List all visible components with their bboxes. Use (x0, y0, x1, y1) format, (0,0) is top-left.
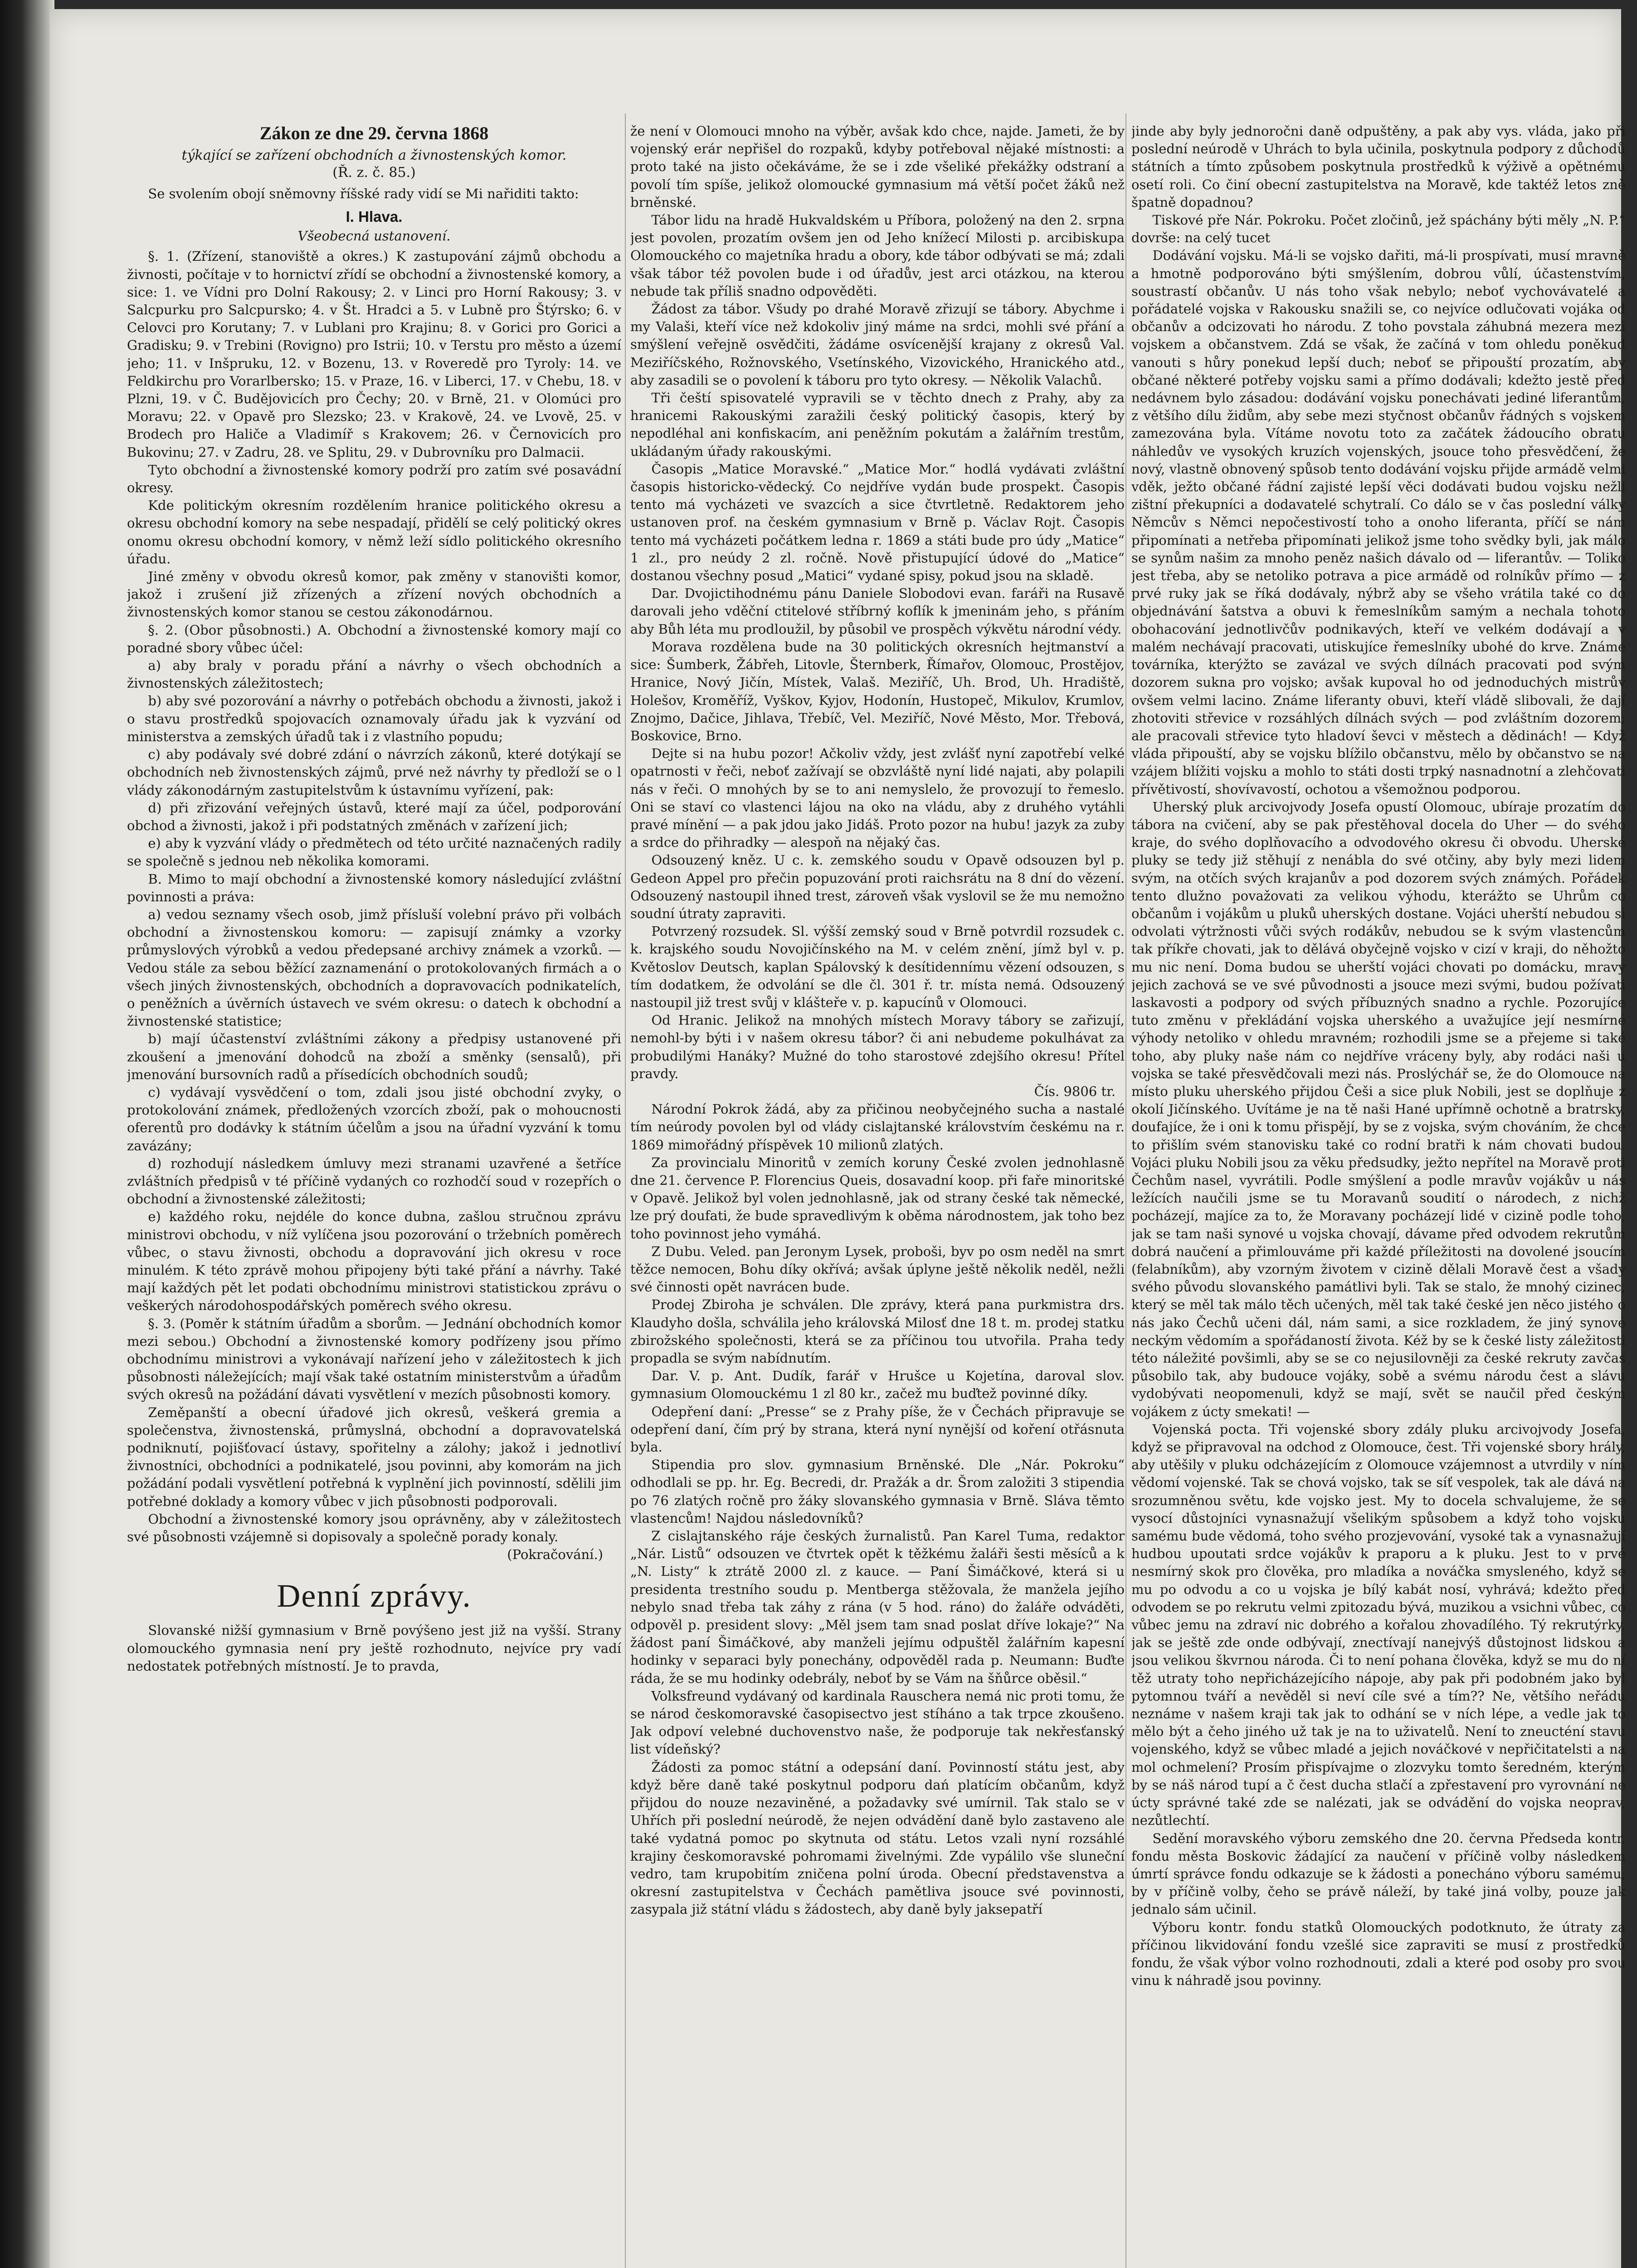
law-paragraph: a) vedou seznamy všech osob, jimž přísluší volební právo při volbách obchodní a živnostenskou komoru: — zapisují známky a vzorky průmyslových výrobků a vedou předepsané archivy známek a vzorků. — Vedou stále za sebou běžící zaznamenání o protokolovaných firmách a o všech jiných živnostenských, obchodních a dopravovacích podnikatelích, o peněžních a úvěrních ústavech ve svém okresu: o datech k obchodní a živnostenské statistice; (127, 906, 621, 1029)
news-item: Z cislajtanského ráje českých žurnalistů. Pan Karel Tuma, redaktor „Nár. Listů“ odsouzen ve čtvrtek opět k těžkému žaláři šesti měsíců a k „N. Listy“ k ztrátě 2000 zl. z kauce. — Paní Šimáčkové, která si u presidenta trestního soudu p. Mentberga stěžovala, že manžela jejího nebylo snad třeba tak záhy z rána (v 5 hod. ráno) do žaláře odváděti, odpověl p. president slovy: „Měl jsem tam snad poslat dříve lokaje?“ Na žádost paní Šimáčkové, aby manželi jejímu odpuštěl žalářním kapesní hodinky v separaci byly ponechány, odpověděl rada p. Neumann: Buďte ráda, že se mu hodinky odebrály, neboť by se Vám na šňůrce oběsil.“ (630, 1528, 1125, 1686)
news-item: Dar. Dvojictihodnému pánu Daniele Slobodovi evan. faráři na Rusavě darovali jeho vděční ctitelové stříbrný koflík k jmeninám jeho, s přáním aby Bůh léta mu prodloužil, by působil ve prospěch výkvětu národní védy. (630, 586, 1125, 637)
law-head: I. Hlava. (346, 208, 403, 225)
law-paragraph: Zeměpanští a obecní úřadové jich okresů, veškerá gremia a společenstva, živnostenská, průmyslná, obchodní a dopravovatelská podniknutí, pojišťovací ústavy, spořitelny a zálohy; jakož i jednotliví živnostníci, obchodníci a podnikatelé, jsou povinni, aby komorám na jich požádání podali vysvětlení potřebná k vyplnění jich povinností, sdělili jim potřebné doklady a komory vůbec v jich působnosti podporovali. (127, 1404, 621, 1509)
news-item: Tři čeští spisovatelé vypravili se v těchto dnech z Prahy, aby za hranicemi Rakouskými zaražili český politický časopis, který by nepodléhal ani konfiskacím, ani peněžním pokutám a žalářním trestům, ukládaným úřady rakouskými. (630, 390, 1125, 459)
law-paragraph: §. 3. (Poměr k státním úřadům a sborům. — Jednání obchodních komor mezi sebou.) Obchodní a živnostenské komory podřízeny jsou přímo obchodnímu ministrovi a vykonávají nařízení jeho v záležitostech k jich působnosti náležejících; mají však také ostatním ministerstvům a úřadům svých okresů na požádání dávati vysvětlení v mezích působnosti komory. (127, 1315, 621, 1403)
section-title-daily-news: Denní zprávy. (277, 1578, 472, 1614)
news-item: Dejte si na hubu pozor! Ačkoliv vždy, jest zvlášť nyní zapotřebí velké opatrnosti v řeči, neboť zažívají se obzvláště nyní lidé najati, aby polapili nás v řeči. O mnohých by se to ani nemyslelo, že provozují to řemeslo. Oni se staví co vlastenci lájou na oko na vládu, aby z druhého vytáhli pravé mínění — a pak jdou jako Jidáš. Proto pozor na hubu! jazyk za zuby a srdce do přihradky — alespoň na nějaký čas. (630, 746, 1125, 850)
news-item: Slovanské nižší gymnasium v Brně povýšeno jest již na vyšší. Strany olomouckého gymnasia není pry ještě rozhodnuto, nejvíce pry vadí nedostatek potřebných místností. Je to pravda, (127, 1623, 621, 1674)
law-paragraph: b) mají účastenství zvláštními zákony a předpisy ustanovené při zkoušení a jmenování dohodců na zboží a směnky (sensalů), při jmenování bursovních radů a přísedících obchodních soudů; (127, 1031, 621, 1082)
reference-number: Čís. 9806 tr. (1034, 1083, 1116, 1099)
law-paragraph: e) každého roku, nejdéle do konce dubna, zašlou stručnou zprávu ministrovi obchodu, v níž vylíčena jsou pozorování o tržebních poměrech vůbec, o stavu živnosti, obchodu a dopravování jich okresu v roce minulém. K této zprávě mohou připojeny býti také přání a návrhy. Také mají každých pět let podati obchodnímu ministrovi statistickou zprávu o veškerých národohospodářských poměrech svého okresu. (127, 1209, 621, 1314)
law-paragraph: Kde politickým okresním rozdělením hranice politického okresu a okresu obchodní komory na sebe nespadají, přidělí se celý politický okres onomu okresu obchodní komory, v němž leží sídlo politického okresního úřadu. (127, 498, 621, 567)
law-paragraph: d) rozhodují následkem úmluvy mezi stranami uzavřené a šetříce zvláštních předpisů v té příčině vydaných co rozhodčí soud v rozepřích o obchodní a živnostenské záležitosti; (127, 1155, 621, 1207)
news-item: Dar. V. p. Ant. Dudík, farář v Hrušce u Kojetína, daroval slov. gymnasium Olomouckému 1 zl 80 kr., začež mu buďtež povinné díky. (630, 1368, 1125, 1402)
news-item: Uherský pluk arcivojvody Josefa opustí Olomouc, ubíraje prozatím do tábora na cvičení, aby se pak přestěhoval docela do Uher — do svého kraje, do svého doplňovacího a odvodového okresu či obvodu. Uherské pluky se tedy již stěhují z nenábla do své otčiny, aby byly mezi lidem svým, na otčích svých krajanův a pod dozorem svých známých. Pořádek tento dlužno považovati za velikou výhodu, kterážto se Uhrům co občanům i vojákům u pluků uherských dostane. Vojáci uherští nebudou si odvolati výtržnosti vůči svých rodákův, nebudou se k svým vlastencům tak příkře chovati, jak to dělává obyčejně vojsko v cizí v kraji, do něhožto mu nic není. Doma budou se uherští vojáci chovati po domácku, mravy jejich zachová se ve své původnosti a jsouce mezi svými, budou požívati laskavosti a podpory od svých příbuzných snadno a rychle. Pozorujíce tuto změnu v překládání vojska uherského a uvažujíce její nesmírné výhody netoliko v ohledu mravném; rozhodili jsme se a přejeme si také toho, aby pluky naše nám co nejdříve vráceny byly, aby rodáci naši u vojska se také přesvědčovali mezi nás. Proslýchář se, že do Olomouce na místo pluku uherského přijdou Češi a sice pluk Nobili, jest se doplňuje z okolí Jičínského. Uvítáme je na tě naši Hané upřímně ochotně a bratrsky, doufajíce, že i oni k tomu přispějí, by se z vojska, svým chováním, že chce to přišlím svém stanovisku také co rodní bratři k nám chovati budou. Vojáci pluku Nobili jsou za věku předsudky, ježto nepřítel na Moravě proti Čechům nasel, vyvrátili. Podle smýšlení a podle mravův vojákův u nás ležících naučili jsme se tu Moravanů soudití o národech, z nichž pocházejí, majíce za to, že Moravany pocházejí lidé v cizině podle toho, jak se tam naši synové u vojska chovají, dávame před odvodem rekrutům dobrá naučení a přimlouváme při každé příležitosti na dovolené jsoucím (felabníkům), aby vzorným životem v cizině dělali Moravě čest a všady svého původu slovanského památlivi byli. Tak se stalo, že mnohý cizinec, který se měl tak málo těch učených, měl tak také české jen něco jistého o nás jako Čechů učeni dál, nám sami, a sice rozkladem, že jiný synové neckým vědomím a spořádaností života. Kéž by se k české listy záležitosti této náležité povšimli, aby se se co nejusilovněji za české rekruty zavčas působilo tak, aby budouce vojáky, sobě a svému národu čest a slávu vydobývati neopomenuli, když se mají, svět se naučil před českým vojákem z úcty smekati! — (1131, 799, 1626, 1419)
news-item: Žádost za tábor. Všudy po drahé Moravě zřizují se tábory. Abychme i my Valaši, kteří více než kdokoliv jiný máme na srdci, mohli své přání a smýšlení veřejně osvědčiti, žádáme osvícenější krajany z okresů Val. Meziříčského, Rožnovského, Vsetínského, Vizovického, Hranického atd., aby zasadili se o povolení k táboru pro tyto okresy. — Několik Valachů. (630, 301, 1125, 388)
news-item: Odepření daní: „Presse“ se z Prahy píše, že v Čechách připravuje se odepření daní, čím prý by strana, která nyní nynější od koření otřásnuta byla. (630, 1403, 1125, 1455)
law-paragraph: §. 2. (Obor působnosti.) A. Obchodní a živnostenské komory mají co poradné sbory vůbec účel: (127, 622, 621, 655)
column-rule (1125, 113, 1126, 2268)
column-right (1131, 122, 1626, 2268)
news-item: Tiskové pře Nár. Pokroku. Počet zločinů, jež spáchány býti měly „N. P.“ dovrše: na celý tucet (1131, 212, 1626, 246)
law-title: Zákon ze dne 29. června 1868 (259, 123, 489, 143)
law-subtitle: týkající se zařízení obchodních a živnostenských komor. (181, 147, 567, 163)
column-middle (630, 122, 1125, 2268)
law-paragraph: c) aby podávaly své dobré zdání o návrzích zákonů, které dotýkají se obchodních neb živnostenských zájmů, prvé než návrhy ty předloží se o l vlády zákonodárným zastupitelstvům k ústavnímu vyřízení, pak: (127, 747, 621, 798)
law-paragraph: d) při zřizování veřejných ústavů, které mají za účel, podporování obchod a živnosti, jakož i při podstatných změnách v zařízení jich; (127, 800, 621, 833)
news-item: Dodávání vojsku. Má-li se vojsko dařiti, má-li prospívati, musí mravně a hmotně podporováno býti smýšlením, dobrou vůlí, účastenstvím, soustrastí občanův. U nás toho však nebylo; neboť vychovávatelé a pořádatelé vojska v Rakousku snažili se, co nejvíce odlučovati vojáka od občanův a odcizovati ho národu. Z toho povstala záhubná mezera mezi vojskem a občanstvem. Zdá se však, že začíná v tom ohledu poněkud vanouti s hůry ponekud lepší duch; neboť se připouští prozatím, aby občané některé potřeby vojsku sami a přímo dodávali; kdežto jestě před nedávnem bylo zásadou: dodávání vojsku ponechávati jediné liferantům, z většího dílu židům, aby sebe mezi styčnost občanův řádných s vojskem zamezována byla. Vítáme novotu toto za začátek žádoucího obratu náhledův ve vysokých kruzích vojenských, jsouce toho přesvědčení, že nový, vlastně obnovený spůsob tento dodávání vojsku přijde armádě velmi vděk, ježto občané řádní zajisté lepší věci dodávati budou vojsku nežli zištní překupníci a dodavatelé schytralí. Co dálo se v čas poslední války Němcův s Němci nepočestivostí toho a onoho liferanta, příčí se nám připomínati a netřeba připomínati jelikož jsme toho svědky byli, jak málo se synům našim za mnoho peněz našich dávalo od — liferantův. — Toliko jest třeba, aby se netoliko potrava a pice armádě od rolníkův přímo — z prvé ruky jak se říká dodávaly, nýbrž aby se všeho vrátila také co do objednávání šatstva a obuvi k řemeslníkům samým a nechala tohoto obohacování jednotlivčův podnikavých, kteří ve velkém dodávají a v malém nechávají pracovati, utiskujíce řemeslníky ubohé do krve. Známe továrníka, kterýžto se zavázal ve svých dílnách pracovati pod svým dozorem sukna pro vojsko; avšak kupoval ho od jednoduchých mistrův ovšem velmi lacino. Známe liferanty obuvi, kteří vládě slibovali, že dají zhotoviti střevice v rozsáhlých dílnách svých — pod zvláštním dozorem; ale pracovali střevice tyto hladoví ševci v městech a dědinách! — Když vláda připouští, aby se vojsku blížilo občanstvu, mělo by občanstvo se na vzájem blížiti vojsku a mohlo to státi dosti trpký nasnadnotní a zlehčovati přívětivostí, shovívavostí, ochotou a všemožnou podporou. (1131, 248, 1626, 797)
news-item: Z Dubu. Veled. pan Jeronym Lysek, proboši, byv po osm neděl na smrt těžce nemocen, Bohu díky okřívá; avšak úplyne ještě několik neděl, nežli své činnosti opět navrácen bude. (630, 1243, 1125, 1295)
law-paragraph: b) aby své pozorování a návrhy o potřebách obchodu a živnosti, jakož i o stavu prostředků spojovacích oznamovaly úřadu jak k vyzvání od ministerstva a zemských úřadů tak i z vlastního popudu; (127, 693, 621, 744)
news-item: Morava rozdělena bude na 30 politických okresních hejtmanství a sice: Šumberk, Žábřeh, Litovle, Šternberk, Římařov, Olomouc, Prostějov, Hranice, Nový Jičín, Místek, Valaš. Meziříč, Uh. Brod, Uh. Hradiště, Holešov, Kroměříž, Vyškov, Kyjov, Hodonín, Hustopeč, Mikulov, Krumlov, Znojmo, Dačice, Jihlava, Třebíč, Vel. Meziříč, Nové Město, Mor. Třebová, Boskovice, Brno. (630, 639, 1125, 743)
news-item: Od Hranic. Jelikož na mnohých místech Moravy tábory se zařizují, nemohl-by býti i v našem okresu tábor? či ani nebudeme pokulhávat za probudilými Hanáky? Mužné do toho starostové zdejšího okresu! Přítel pravdy. (630, 1012, 1125, 1081)
news-item: Žádosti za pomoc státní a odepsání daní. Povinností státu jest, aby když běre daně také poskytnul podporu dań platícím občanům, když přijdou do nouze nezaviněné, a požadavky své umírnil. Tak stalo se v Uhřích při poslední neúrodě, že nejen odvádění daně bylo zastaveno ale také vydatná pomoc po skytnuta od státu. Letos vzali nyní rozsáhlé krajiny českomoravské pohromami živelnými. Zde vypálilo vše sluneční vedro, tam krupobitím zničena polní úroda. Obecní představenstva a okresní zastupitelstva v Čechách pamětliva jsouce své povinnosti, zasypala již státní vládu s žádostech, aby daně byly jaksepatří (630, 1759, 1125, 1917)
column-rule (625, 113, 626, 2268)
news-item: Za provincialu Minoritů v zemích koruny České zvolen jednohlasně dne 21. července P. Florencius Queis, dosavadní koop. při faře minoritské v Opavě. Jelikož byl volen jednohlasně, jak od strany české tak německé, lze prý doufati, že bude spravedlivým k oběma národnostem, jak toho bez toho povinnost jeho vymáhá. (630, 1154, 1125, 1242)
law-paragraph: c) vydávají vysvědčení o tom, zdali jsou jisté obchodní zvyky, o protokolování známek, předložených vzorcích zboží, pak o mohoucnosti oferentů pro dodávky k státním účelům a jsou na úřadní vyzvání k tomu zavázány; (127, 1084, 621, 1154)
law-paragraph: Tyto obchodní a živnostenské komory podrží pro zatím své posavádní okresy. (127, 462, 621, 496)
news-item: Časopis „Matice Moravské.“ „Matice Mor.“ hodlá vydávati zvláštní časopis historicko-vědecký. Co nejdříve vydán bude prospekt. Časopis tento má vycházeti ve svazcích a sice čtvrtletně. Redaktorem jeho ustanoven prof. na českém gymnasium v Brně p. Václav Rojt. Časopis tento má vycházeti počátkem ledna r. 1869 a státi bude pro údy „Matice“ 1 zl., pro neúdy 2 zl. ročně. Nově přistupující údové do „Matice“ dostanou všechny posud „Matici“ vydané spisy, pokud jsou na skladě. (630, 461, 1125, 584)
law-reference: (Ř. z. č. 85.) (332, 165, 416, 181)
scan-dark-edge (0, 0, 54, 2268)
news-item: že není v Olomouci mnoho na výběr, avšak kdo chce, najde. Jameti, že by vojenský erár nepřišel do rozpaků, kdyby potřeboval nějaké místnosti: a proto také na jisto očekáváme, že se i zde všeliké překážky odstraní a povolí tím spíše, jelikož olomoucké gymnasium má větší počet žáků než brněnské. (630, 123, 1125, 210)
news-item: Sedění moravského výboru zemského dne 20. června Předseda kontr. fondu města Boskovic žádající za naučení v příčině volby následkem úmrtí správce fondu odkazuje se k žádosti a ponecháno výboru samému, by v příčině volby, čeho se právě náleží, by také jiná volby, pouze jak jednalo sám učinil. (1131, 1830, 1626, 1917)
news-item: Stipendia pro slov. gymnasium Brněnské. Dle „Nár. Pokroku“ odhodlali se pp. hr. Eg. Becredi, dr. Pražák a dr. Šrom založiti 3 stipendia po 76 zlatých ročně pro žáky slovanského gymnasia v Brně. Sláva těmto vlastencům! Najdou následovníků? (630, 1457, 1125, 1526)
news-item: Volksfreund vydávaný od kardinala Rauschera nemá nic proti tomu, že se národ českomoravské časopisectvo jest stíháno a tak trpce zkoušeno. Jak odpoví velebné duchovenstvo naše, že podporuje tak nekřesťanský list vídeňský? (630, 1688, 1125, 1757)
law-intro: Se svolením obojí sněmovny říšské rady vidí se Mi nařiditi takto: (148, 186, 579, 201)
law-paragraph: a) aby braly v poradu přání a návrhy o všech obchodních a živnostenských záležitostech; (127, 658, 621, 691)
newspaper-page (50, 9, 1626, 2268)
news-item: Vojenská pocta. Tři vojenské sbory zdály pluku arcivojvody Josefa, když se připravoval na odchod z Olomouce, čest. Tři vojenské sbory hrály, aby utěšily v pluku odcházejícím z Olomouce vzájemnost a utvrdily v ním vědomí vojenské. Tak se chová vojsko, tak se síť vespolek, tak ale dává na srozumněnou světu, kde vojsko jest. My to docela schvalujeme, že se vysocí důstojníci vynasnažují všelikým spůsobem a když toho vojsku samému bude vědomá, toho svého prozjevování, vysoké tak a vynasnažují hudbou upoutati srdce vojákův k praporu a k pluku. Jest to v prvé nesmírný skok pro člověka, pro mladíka a nováčka smysleného, když se mu po odvodu a co u vojska je bílý kabát nosí, vyhrává; kdežto před odvodem se po rekrutu velmi zpitozadu bývá, muzikou a vsichni vůbec, co vůbec jemu na zdraví nic dobrého a kořalou zhovadílého. Tý rekrutýrky, jak se ještě zde onde odbývají, znectívají nanejvýš důstojnost lidskou a jsou velikou škvrnou národa. Či to není pohana člověka, když se mu do ní těž utraty toho nepřicházejícího nápoje, aby pak při podobném jako byl pytomnou tváří a nevěděl si neví cíle své a tím?? Ne, většího neřádu neznáme v našem kraji tak jak to odhání se v ních lépe, a vedle jak to mělo být a čeho jiného už tak je na to uživatelů. Není to zneucténí stavu vojenského, když se vůbec mladé a jejich nováčkové v nepřičitatelsti a na mol ochmelení? Prosím přispívajme o zlozvyku tomto šeredném, kterým by se náš národ tupí a č čest ducha stlačí a zpřestavení pro vyrovnání ne úcty správné také zde se nalézati, jak se odvádění do vojska neoprav, nezůtlechtí. (1131, 1421, 1626, 1828)
news-item: Prodej Zbiroha je schválen. Dle zprávy, která pana purkmistra drs. Klaudyho došla, schválila jeho královská Milosť dne 18 t. m. prodej statku zbirožského společnosti, která se za příčinou tou utvořila. Praha tedy propadla se svým nabídnutím. (630, 1297, 1125, 1366)
news-item: Tábor lidu na hradě Hukvaldském u Příbora, položený na den 2. srpna jest povolen, prozatím ovšem jen od Jeho knížecí Milosti p. arcibiskupa Olomouckého co majetníka hradu a obory, kde tábor odbývati se má; zdali však tábor též povolen bude i od úřadův, jest arci otázkou, na kterou nebude tak příliš snadno odpověděti. (630, 212, 1125, 299)
news-item: jinde aby byly jednoročni daně odpuštěny, a pak aby vys. vláda, jako při poslední neúrodě v Uhrách to byla učinila, poskytnula podpory z důchodů státních a tímto způsobem poskytnula prostředků k výživě a opětnému osetí roli. Co činí obecní zastupitelstva na Moravě, kde taktéž letos zně špatně dopadnou? (1131, 123, 1626, 210)
law-head-sub: Všeobecná ustanovení. (297, 228, 451, 244)
law-paragraph: e) aby k vyzvání vlády o předmětech od této určité naznačených radily se společně s jednou neb několika komorami. (127, 836, 621, 869)
news-item: Potvrzený rozsudek. Sl. výšší zemský soud v Brně potvrdil rozsudek c. k. krajského soudu Novojičínského na M. v celém znění, jímž byl v. p. Květoslov Deutsch, kaplan Spálovský k desítidennímu vězení odsouzen, s tím dodatkem, že odvolání se dle čl. 301 ř. tr. místa nemá. Odsouzený nastoupil již trest svůj v klášteře v. p. kapucínů v Olomouci. (630, 924, 1125, 1010)
law-paragraph: Jiné změny v obvodu okresů komor, pak změny v stanovišti komor, jakož i zrušení již zřízených a zřízení nových obchodních a živnostenských komor stanou se cestou zákonodárnou. (127, 569, 621, 620)
continuation-note: (Pokračování.) (507, 1547, 603, 1563)
column-left (127, 122, 621, 2268)
law-paragraph: Obchodní a živnostenské komory jsou oprávněny, aby v záležitostech své působnosti vzájemně si dopisovaly a společně porady konaly. (127, 1511, 621, 1545)
law-paragraph: §. 1. (Zřízení, stanoviště a okres.) K zastupování zájmů obchodu a živnosti, počítaje v to hornictví zřídí se obchodní a živnostenské komory, a sice: 1. ve Vídni pro Dolní Rakousy; 2. v Linci pro Horní Rakousy; 3. v Salcpurku pro Salcpursko; 4. v Št. Hradci a 5. v Lubně pro Štýrsko; 6. v Celovci pro Korutany; 7. v Lublani pro Krajinu; 8. v Gorici pro Gorici a Gradisku; 9. v Trebini (Rovigno) pro Istrii; 10. v Terstu pro město a území jeho; 11. v Inšpruku, 12. v Bozenu, 13. v Roveredě pro Tyroly: 14. ve Feldkirchu pro Vorarlbersko; 15. v Praze, 16. v Liberci, 17. v Chebu, 18. v Plzni, 19. v Č. Budějovicích pro Čechy; 20. v Brně, 21. v Olomúci pro Moravu; 22. v Opavě pro Slezsko; 23. v Krakově, 24. ve Lvově, 25. v Brodech pro Haliče a Vladimíř s Krakovem; 26. v Černovicích pro Bukovinu; 27. v Zadru, 28. ve Splitu, 29. v Dubrovníku pro Dalmacii. (127, 249, 621, 460)
news-item: Výboru kontr. fondu statků Olomouckých podotknuto, že útraty za příčinou likvidování fondu vzešlé sice zapraviti se musí z prostředků fondu, že však výbor volno rozhodnouti, zdali a které pod osoby pro svou vinu k náhradě jsou povinny. (1131, 1919, 1626, 1989)
news-item: Národní Pokrok žádá, aby za přičinou neobyčejného sucha a nastalé tím neúrody povolen byl od vlády cislajtanské královstvím českému na r. 1869 mimořádný příspěvek 10 milionů zlatých. (630, 1101, 1125, 1153)
law-paragraph: B. Mimo to mají obchodní a živnostenské komory následující zvláštní povinnosti a práva: (127, 871, 621, 904)
news-item: Odsouzený kněz. U c. k. zemského soudu v Opavě odsouzen byl p. Gedeon Appel pro přečin popuzování proti raichsrátu na 8 dní do vězení. Odsouzený nastoupil ihned trest, zároveň však vyslovil se že mu nemožno soudní útraty zapraviti. (630, 852, 1125, 921)
